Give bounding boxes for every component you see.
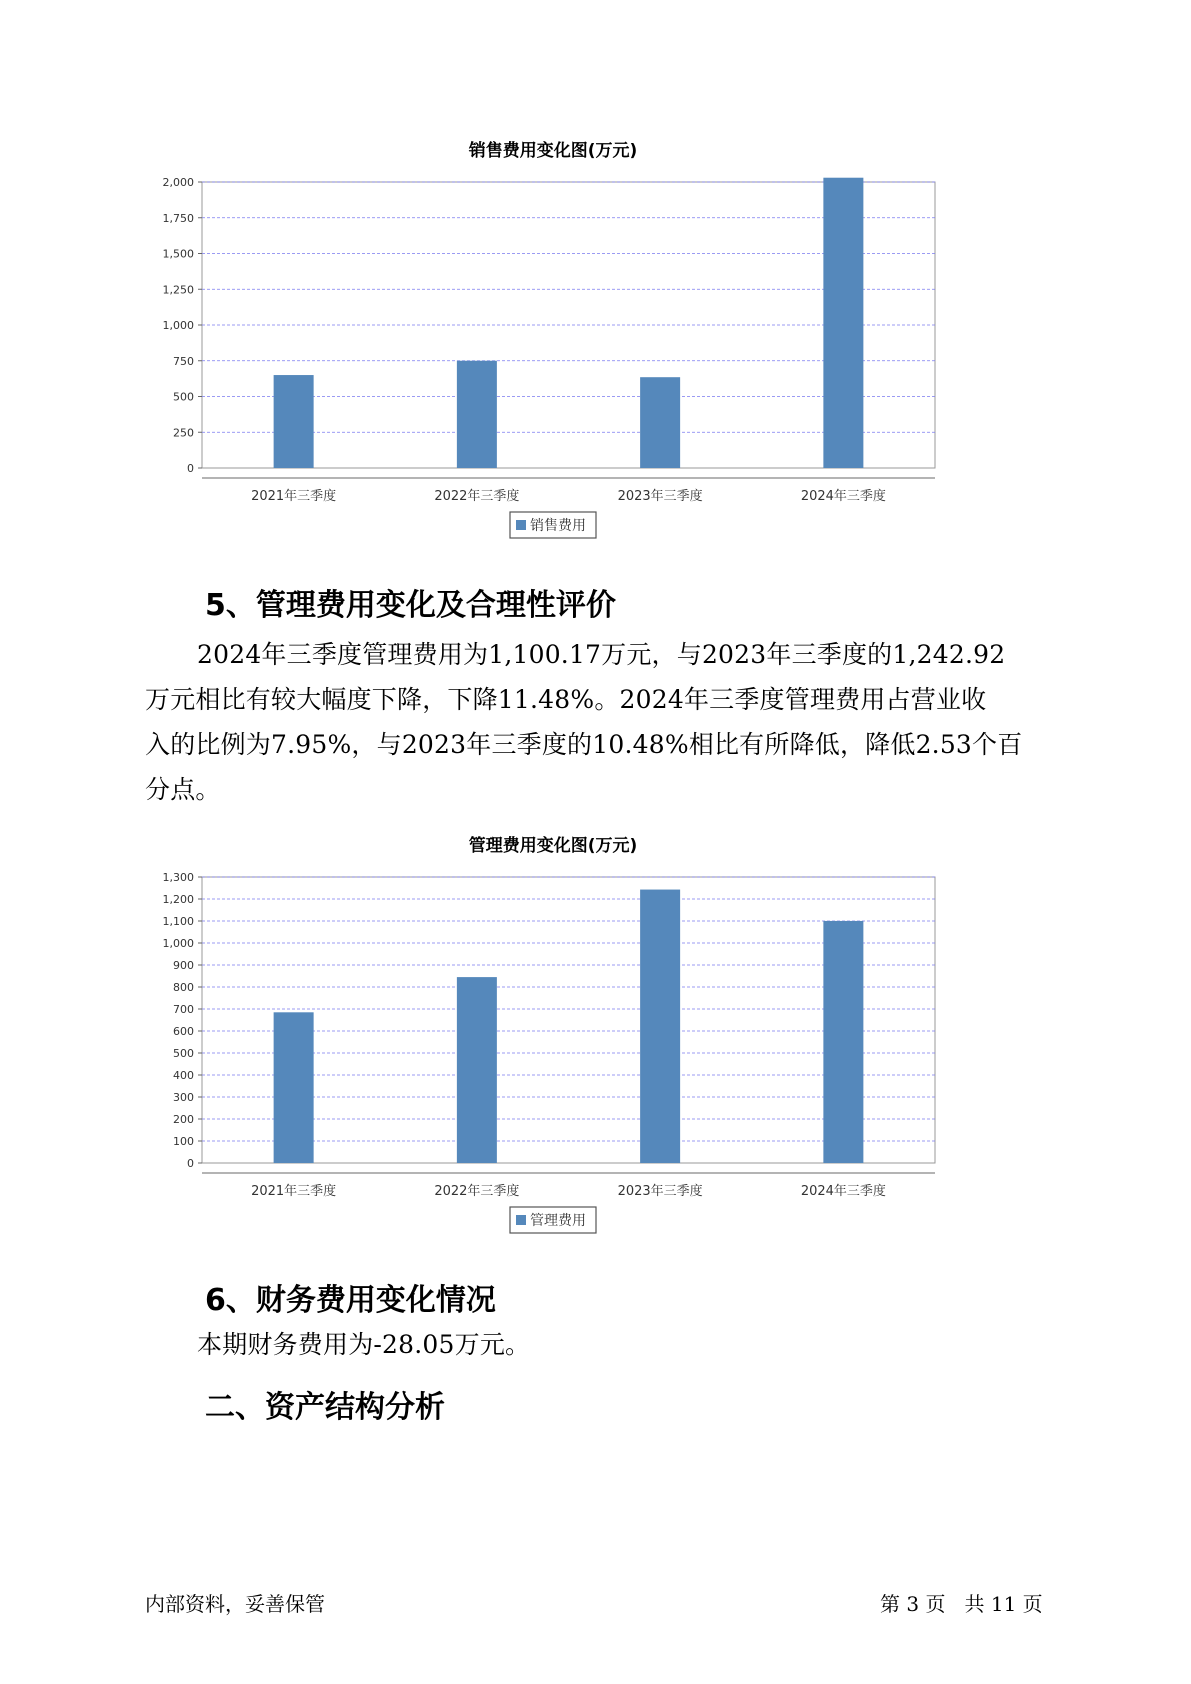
y-tick-label: 1,250 bbox=[162, 283, 194, 297]
footer-page-number: 第 3 页 共 11 页 bbox=[880, 1592, 1043, 1616]
legend-swatch bbox=[516, 520, 526, 530]
bar bbox=[640, 890, 680, 1163]
y-tick-label: 0 bbox=[187, 1157, 194, 1170]
chart-title: 管理费用变化图(万元) bbox=[468, 836, 638, 856]
y-tick-label: 500 bbox=[173, 390, 194, 404]
chart-title: 销售费用变化图(万元) bbox=[468, 141, 638, 161]
x-tick-label: 2023年三季度 bbox=[617, 1184, 703, 1199]
y-tick-label: 800 bbox=[173, 981, 194, 994]
y-tick-label: 300 bbox=[173, 1091, 194, 1104]
y-tick-label: 1,100 bbox=[162, 915, 194, 928]
sales-expense-chart bbox=[150, 130, 1030, 550]
legend-swatch bbox=[516, 1215, 526, 1225]
y-tick-label: 1,750 bbox=[162, 211, 194, 225]
y-tick-label: 100 bbox=[173, 1135, 194, 1148]
section-5-paragraph bbox=[145, 632, 1050, 812]
x-tick-label: 2021年三季度 bbox=[251, 489, 337, 504]
paragraph-line: 分点。 bbox=[145, 775, 221, 804]
x-tick-label: 2024年三季度 bbox=[800, 489, 886, 504]
paragraph-line: 本期财务费用为-28.05万元。 bbox=[197, 1330, 531, 1359]
legend-label: 管理费用 bbox=[530, 1213, 586, 1229]
admin-expense-chart-svg bbox=[150, 825, 1030, 1245]
section-two-heading: 二、资产结构分析 bbox=[205, 1390, 445, 1425]
paragraph-line: 万元相比有较大幅度下降，下降11.48%。2024年三季度管理费用占营业收 bbox=[145, 685, 987, 714]
admin-expense-chart bbox=[150, 825, 1030, 1245]
x-tick-label: 2021年三季度 bbox=[251, 1184, 337, 1199]
y-tick-label: 1,200 bbox=[162, 893, 194, 906]
y-tick-label: 700 bbox=[173, 1003, 194, 1016]
y-tick-label: 900 bbox=[173, 959, 194, 972]
section-5-heading: 5、管理费用变化及合理性评价 bbox=[205, 588, 616, 623]
y-tick-label: 200 bbox=[173, 1113, 194, 1126]
y-tick-label: 500 bbox=[173, 1047, 194, 1060]
x-tick-label: 2024年三季度 bbox=[800, 1184, 886, 1199]
y-tick-label: 0 bbox=[187, 462, 194, 475]
y-tick-label: 2,000 bbox=[162, 176, 194, 189]
bar bbox=[823, 921, 863, 1163]
x-tick-label: 2023年三季度 bbox=[617, 489, 703, 504]
y-tick-label: 1,000 bbox=[162, 319, 194, 332]
bar bbox=[640, 377, 680, 468]
x-tick-label: 2022年三季度 bbox=[434, 489, 520, 504]
bar bbox=[274, 375, 314, 468]
x-tick-label: 2022年三季度 bbox=[434, 1184, 520, 1199]
y-tick-label: 600 bbox=[173, 1025, 194, 1038]
bar bbox=[823, 178, 863, 468]
y-tick-label: 750 bbox=[173, 354, 194, 368]
sales-expense-chart-svg bbox=[150, 130, 1030, 550]
bar bbox=[457, 977, 497, 1163]
section-6-heading: 6、财务费用变化情况 bbox=[205, 1283, 496, 1318]
y-tick-label: 1,000 bbox=[162, 937, 194, 950]
y-tick-label: 1,300 bbox=[162, 871, 194, 884]
y-tick-label: 250 bbox=[173, 426, 194, 440]
y-tick-label: 400 bbox=[173, 1069, 194, 1082]
footer-confidential-note: 内部资料，妥善保管 bbox=[145, 1592, 325, 1616]
paragraph-line: 2024年三季度管理费用为1,100.17万元，与2023年三季度的1,242.92 bbox=[197, 640, 1006, 669]
y-tick-label: 1,500 bbox=[162, 247, 194, 261]
section-6-paragraph bbox=[145, 1322, 1050, 1367]
bar bbox=[457, 361, 497, 468]
bar bbox=[274, 1012, 314, 1163]
paragraph-line: 入的比例为7.95%，与2023年三季度的10.48%相比有所降低，降低2.53个百 bbox=[145, 730, 1023, 759]
legend-label: 销售费用 bbox=[530, 518, 586, 534]
